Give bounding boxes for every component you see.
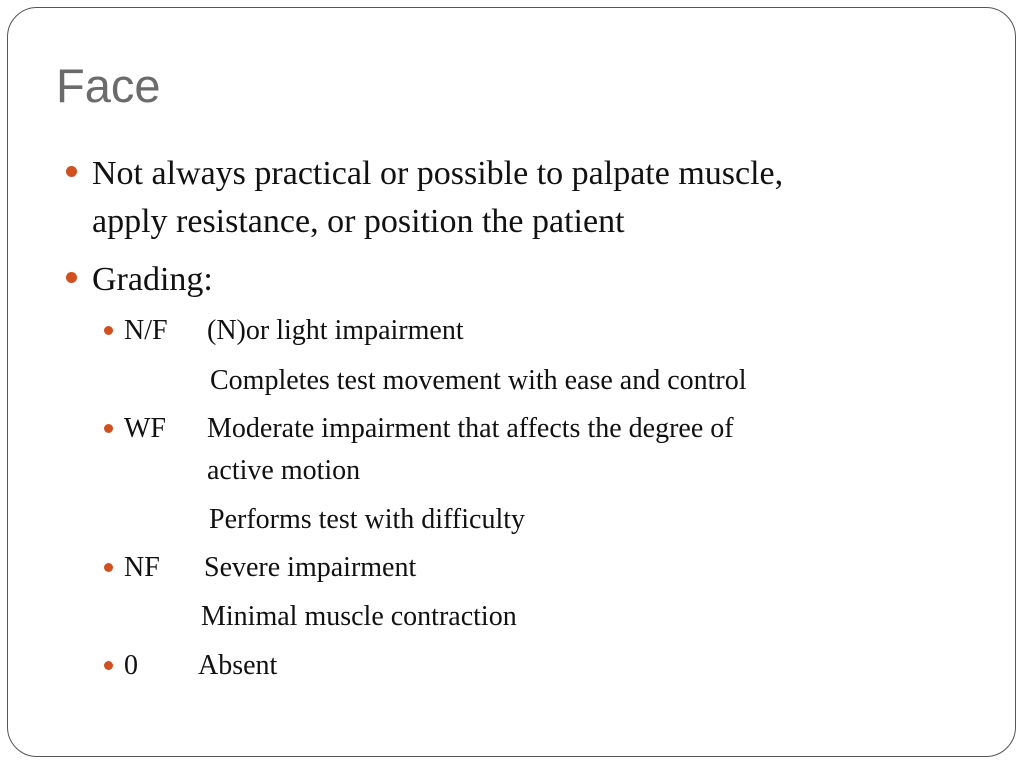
bullet-dot-icon: [66, 272, 77, 283]
grade-nf-detail: Minimal muscle contraction: [201, 601, 517, 632]
bullet-dot-icon: [66, 166, 77, 177]
grade-wf-description: Moderate impairment that affects the degree of: [207, 413, 734, 444]
grade-wf-detail: Performs test with difficulty: [209, 504, 525, 535]
grade-nf-light-detail: Completes test movement with ease and control: [210, 365, 747, 396]
grade-wf-description-cont: active motion: [207, 455, 361, 486]
grade-zero-description: Absent: [198, 650, 278, 681]
grade-nf-code: NF: [124, 552, 160, 583]
sub-bullet-dot-icon: [104, 326, 113, 335]
point-1-line-1: Not always practical or possible to palpate muscle,: [92, 155, 784, 192]
sub-bullet-dot-icon: [104, 424, 113, 433]
point-2-line-1: Grading:: [92, 261, 213, 298]
point-1-line-2: apply resistance, or position the patient: [92, 203, 625, 240]
sub-bullet-dot-icon: [104, 563, 113, 572]
grade-nf-light-code: N/F: [124, 315, 168, 346]
grade-nf-description: Severe impairment: [204, 552, 417, 583]
slide-title: Face: [56, 59, 161, 112]
grade-nf-light-description: (N)or light impairment: [207, 315, 464, 346]
grade-zero-code: 0: [124, 650, 138, 681]
sub-bullet-dot-icon: [104, 661, 113, 670]
grade-wf-code: WF: [124, 413, 166, 444]
